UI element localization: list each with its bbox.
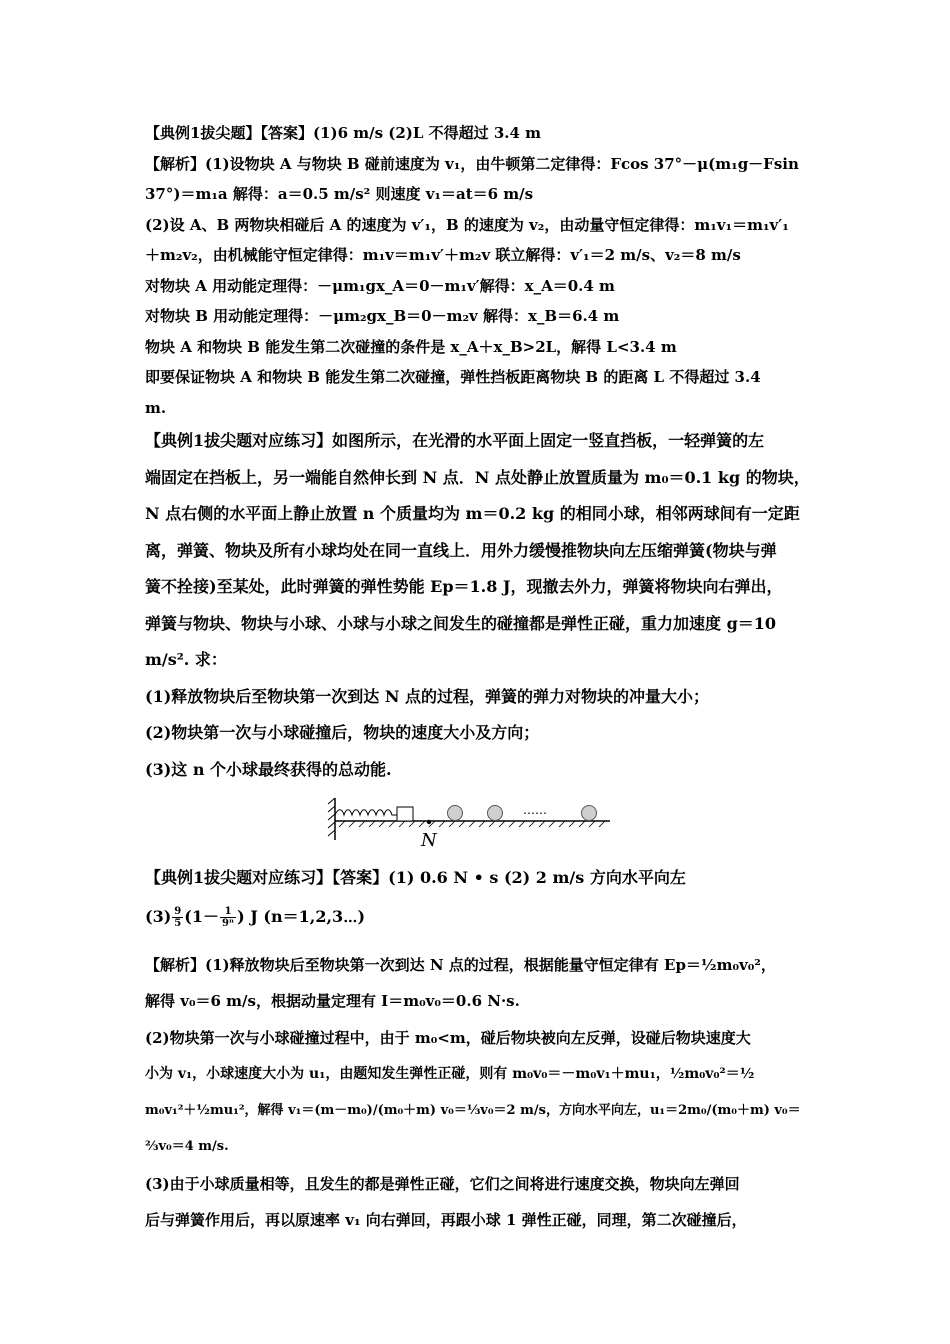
analysis-line-3: 37°)＝m₁a 解得：a＝0.5 m/s² 则速度 v₁＝at＝6 m/s: [145, 185, 534, 203]
frac2-num: 1: [220, 906, 236, 918]
fraction-1-9n: [220, 906, 236, 929]
point-n-icon: [427, 820, 431, 824]
solution-line-7: 后与弹簧作用后，再以原速率 v₁ 向右弹回，再跟小球 1 弹性正碰，同理，第二次碰撞后，: [145, 1211, 747, 1229]
analysis-line-8: 物块 A 和物块 B 能发生第二次碰撞的条件是 x_A＋x_B>2L，解得 L<3.4 m: [145, 337, 677, 356]
block-icon: [397, 807, 413, 821]
fraction-9-5: [172, 906, 183, 929]
point-n-label: N: [421, 830, 437, 850]
ground-icon: [335, 821, 610, 827]
problem-line-3: N 点右侧的水平面上静止放置 n 个质量均为 m＝0.2 kg 的相同小球，相邻两球间有一定距: [145, 504, 800, 523]
ball-icon: [488, 806, 503, 821]
analysis-line-7: 对物块 B 用动能定理得：－μm₂gx_B＝0－m₂v 解得：x_B＝6.4 m: [145, 307, 620, 325]
ball-icon: [582, 806, 597, 821]
problem-line-4: 离，弹簧、物块及所有小球均处在同一直线上．用外力缓慢推物块向左压缩弹簧(物块与弹: [145, 540, 777, 560]
document-page: [145, 118, 813, 1239]
answer2-line-1: 【典例1拔尖题对应练习】【答案】(1) 0.6 N • s (2) 2 m/s 方向水平向左: [145, 868, 686, 887]
frac1-num: 9: [174, 905, 182, 917]
frac2-den: 9ⁿ: [221, 917, 235, 929]
solution-line-2: 解得 v₀＝6 m/s，根据动量定理有 I＝m₀v₀＝0.6 N·s.: [145, 992, 520, 1010]
solution-line-3: (2)物块第一次与小球碰撞过程中，由于 m₀<m，碰后物块被向左反弹，设碰后物块速度大: [145, 1028, 751, 1047]
analysis-line-10: m.: [145, 398, 167, 417]
wall-icon: [328, 798, 335, 840]
answer2-paren: (1－: [184, 906, 219, 926]
analysis-line-2: 【解析】(1)设物块 A 与物块 B 碰前速度为 v₁，由牛顿第二定律得：Fcos 37°－μ(m₁g－Fsin: [145, 154, 799, 173]
analysis-line-4: (2)设 A、B 两物块相碰后 A 的速度为 v′₁，B 的速度为 v₂，由动量守恒定律得：m₁v₁＝m₁v′₁: [145, 215, 789, 234]
problem-line-2: 端固定在挡板上，另一端能自然伸长到 N 点．N 点处静止放置质量为 m₀＝0.1 kg 的物块，: [145, 467, 810, 487]
spring-ball-figure: [325, 794, 625, 850]
solution-line-6: (3)由于小球质量相等，且发生的都是弹性正碰，它们之间将进行速度交换，物块向左弹回: [145, 1174, 740, 1193]
answer2-suffix: ) J (n＝1,2,3⋯): [237, 906, 366, 926]
ellipsis-label: ……: [523, 803, 547, 817]
question-3: (3)这 n 个小球最终获得的总动能.: [145, 759, 392, 779]
spring-icon: [335, 810, 397, 815]
solution-line-5: m₀v₁²＋½mu₁²，解得 v₁＝(m－m₀)/(m₀＋m) v₀＝⅓v₀＝2 m/s，方向水平向左，u₁＝2m₀/(m₀＋m) v₀＝⅔v₀＝4 m/s.: [145, 1102, 801, 1154]
analysis-line-6: 对物块 A 用动能定理得：－μm₁gx_A＝0－m₁v′解得：x_A＝0.4 m: [145, 276, 615, 295]
question-2: (2)物块第一次与小球碰撞后，物块的速度大小及方向；: [145, 723, 540, 742]
question-1: (1)释放物块后至物块第一次到达 N 点的过程，弹簧的弹力对物块的冲量大小；: [145, 686, 710, 706]
frac1-den: 5: [174, 917, 182, 929]
analysis-line-5: ＋m₂v₂，由机械能守恒定律得：m₁v＝m₁v′＋m₂v 联立解得：v′₁＝2 m/s、v₂＝8 m/s: [145, 246, 741, 264]
problem-line-7: m/s². 求：: [145, 650, 227, 669]
problem-line-6: 弹簧与物块、物块与小球、小球与小球之间发生的碰撞都是弹性正碰，重力加速度 g＝10: [145, 613, 777, 633]
problem-line-5: 簧不拴接)至某处，此时弹簧的弹性势能 Ep＝1.8 J，现撤去外力，弹簧将物块向右弹出，: [145, 577, 783, 596]
problem-line-1: 【典例1拔尖题对应练习】如图所示，在光滑的水平面上固定一竖直挡板，一轻弹簧的左: [145, 431, 765, 450]
answer2-line-2: [145, 897, 813, 937]
answer2-prefix: (3): [145, 906, 172, 926]
solution-line-1: 【解析】(1)释放物块后至物块第一次到达 N 点的过程，根据能量守恒定律有 Ep＝½m₀v₀²，: [145, 955, 776, 974]
answer-line-1: 【典例1拔尖题】【答案】(1)6 m/s (2)L 不得超过 3.4 m: [145, 124, 542, 142]
solution-line-4: 小为 v₁，小球速度大小为 u₁，由题知发生弹性正碰，则有 m₀v₀＝－m₀v₁＋mu₁，½m₀v₀²＝½: [145, 1066, 755, 1082]
ball-icon: [448, 806, 463, 821]
analysis-line-9: 即要保证物块 A 和物块 B 能发生第二次碰撞，弹性挡板距离物块 B 的距离 L 不得超过 3.4: [145, 368, 761, 386]
